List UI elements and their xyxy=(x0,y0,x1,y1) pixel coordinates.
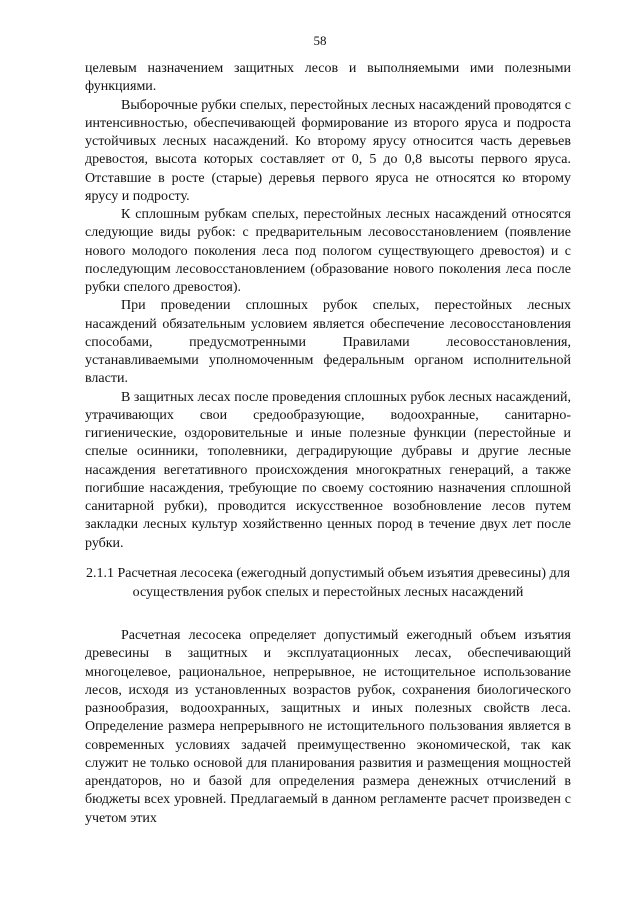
paragraph-clear-cuttings: К сплошным рубкам спелых, перестойных лесных насаждений относятся следующие виды рубок: с предварительным лесовосстановлением (появление нового молодого поколения леса под пологом существующего древостоя) и с последующим лесовосстановлением (образование нового поколения леса после рубки спелого древостоя). xyxy=(85,207,571,295)
body-text xyxy=(85,60,571,553)
section-heading: 2.1.1 Расчетная лесосека (ежегодный допустимый объем изъятия древесины) для осуществления рубок спелых и перестойных лесных насаждений xyxy=(85,566,571,600)
section-body xyxy=(85,627,571,828)
paragraph-reforestation-condition: При проведении сплошных рубок спелых, перестойных лесных насаждений обязательным условием является обеспечение лесовосстановления способами, предусмотренными Правилами лесовосстановления, устанавливаемыми уполномоченным федеральным органом исполнительной власти. xyxy=(85,298,571,387)
page-number: 58 xyxy=(313,33,327,48)
paragraph-protective-forests: В защитных лесах после проведения сплошных рубок лесных насаждений, утрачивающих свои средообразующие, водоохранные, санитарно-гигиенические, оздоровительные и иные полезные функции (перестойные и спелые осинники, тополевники, деградирующие дубравы и другие лесные насаждения вегетативного происхождения многократных генераций, а также погибшие насаждения, требующие по своему состоянию назначения сплошной санитарной рубки), проводится искусственное возобновление лесов путем закладки лесных культур хозяйственно ценных пород в течение двух лет после рубки. xyxy=(85,389,571,551)
paragraph-continuation: целевым назначением защитных лесов и выполняемыми ими полезными функциями. xyxy=(85,61,571,95)
paragraph-allowable-cut: Расчетная лесосека определяет допустимый ежегодный объем изъятия древесины в защитных и эксплуатационных лесах, обеспечивающий многоцелевое, рациональное, непрерывное, не истощительное использование лесов, исходя из установленных возрастов рубок, сохранения биологического разнообразия, водоохранных, защитных и иных полезных свойств леса. Определение размера непрерывного не истощительного пользования является в современных условиях задачей преимущественно экономической, так как служит не только основой для планирования развития и размещения мощностей арендаторов, но и базой для определения размера денежных отчислений в бюджеты всех уровней. Предлагаемый в данном регламенте расчет произведен с учетом этих xyxy=(85,628,571,826)
paragraph-selective-cuttings: Выборочные рубки спелых, перестойных лесных насаждений проводятся с интенсивностью, обеспечивающей формирование из второго яруса и подроста устойчивых лесных насаждений. Ко второму ярусу относится часть деревьев древостоя, высота которых составляет от 0, 5 до 0,8 высоты первого яруса. Отставшие в росте (старые) деревья первого яруса не относятся ко второму ярусу и подросту. xyxy=(85,97,571,204)
